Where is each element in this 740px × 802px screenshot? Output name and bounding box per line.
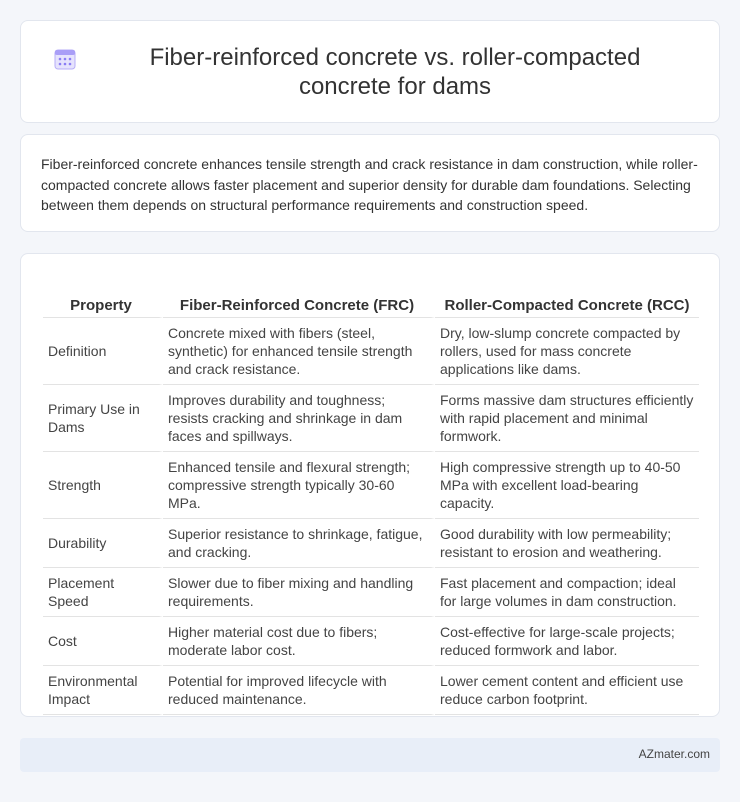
frc-cell: Superior resistance to shrinkage, fatigue, and cracking. [163, 519, 435, 568]
property-cell: Environmental Impact [43, 666, 163, 715]
table-row [43, 568, 699, 617]
frc-cell: Slower due to fiber mixing and handling requirements. [163, 568, 435, 617]
table-row [43, 318, 699, 385]
page-title: Fiber-reinforced concrete vs. roller-compacted concrete for dams [149, 43, 641, 100]
comparison-card [20, 253, 720, 717]
frc-cell: Improves durability and toughness; resists cracking and shrinkage in dam faces and spillways. [163, 385, 435, 452]
table-header-row [43, 274, 699, 318]
rcc-cell: Good durability with low permeability; resistant to erosion and weathering. [435, 519, 699, 568]
rcc-cell: Cost-effective for large-scale projects; reduced formwork and labor. [435, 617, 699, 666]
table-row [43, 617, 699, 666]
title-card [20, 20, 720, 123]
property-cell: Cost [43, 617, 163, 666]
rcc-cell: Fast placement and compaction; ideal for large volumes in dam construction. [435, 568, 699, 617]
intro-card [20, 134, 720, 232]
frc-cell: Enhanced tensile and flexural strength; compressive strength typically 30-60 MPa. [163, 452, 435, 519]
property-cell: Durability [43, 519, 163, 568]
rcc-cell: Dry, low-slump concrete compacted by rollers, used for mass concrete applications like dams. [435, 318, 699, 385]
rcc-cell: High compressive strength up to 40-50 MPa with excellent load-bearing capacity. [435, 452, 699, 519]
frc-cell: Potential for improved lifecycle with reduced maintenance. [163, 666, 435, 715]
rcc-cell: Lower cement content and efficient use reduce carbon footprint. [435, 666, 699, 715]
property-cell: Definition [43, 318, 163, 385]
property-cell: Strength [43, 452, 163, 519]
footer [20, 738, 720, 772]
table-row [43, 385, 699, 452]
table-row [43, 666, 699, 715]
rcc-cell: Forms massive dam structures efficiently with rapid placement and minimal formwork. [435, 385, 699, 452]
header-rcc: Roller-Compacted Concrete (RCC) [435, 274, 699, 318]
intro-text: Fiber-reinforced concrete enhances tensile strength and crack resistance in dam construction, while roller-compacted concrete allows faster placement and superior density for durable dam foundations. Selecting between them depends on structural performance requirements and construction speed. [41, 156, 698, 213]
property-cell: Placement Speed [43, 568, 163, 617]
frc-cell: Concrete mixed with fibers (steel, synthetic) for enhanced tensile strength and crack resistance. [163, 318, 435, 385]
header-property: Property [43, 274, 163, 318]
frc-cell: Higher material cost due to fibers; moderate labor cost. [163, 617, 435, 666]
table-row [43, 519, 699, 568]
footer-brand[interactable]: AZmater.com [638, 747, 710, 761]
title-wrapper [51, 21, 699, 122]
property-cell: Primary Use in Dams [43, 385, 163, 452]
header-frc: Fiber-Reinforced Concrete (FRC) [163, 274, 435, 318]
comparison-table [43, 274, 699, 715]
table-row [43, 452, 699, 519]
